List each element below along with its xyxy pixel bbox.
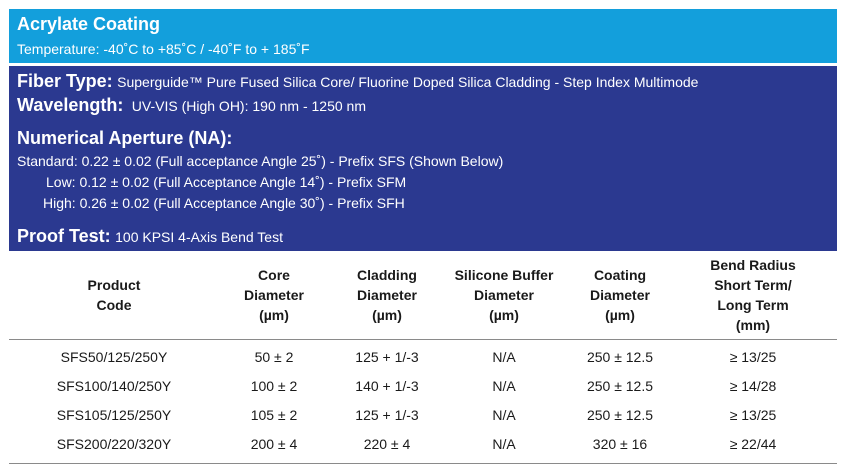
cell-coating-diameter: 250 ± 12.5	[586, 377, 654, 394]
na-low-line: Low: 0.12 ± 0.02 (Full Acceptance Angle 14˚) - Prefix SFM	[46, 174, 407, 190]
cell-product-code: SFS100/140/250Y	[56, 377, 172, 394]
cell-core-diameter: 50 ± 2	[254, 348, 294, 365]
table-row	[9, 371, 837, 400]
fiber-specifications	[9, 66, 837, 251]
fiber-type-row	[17, 71, 698, 92]
cell-core-diameter: 200 ± 4	[250, 435, 298, 452]
numerical-aperture-title: Numerical Aperture (NA):	[17, 128, 233, 148]
table-row	[9, 429, 837, 458]
cell-coating-diameter: 320 ± 16	[592, 435, 648, 452]
coating-header	[9, 9, 837, 63]
cell-silicone-buffer: N/A	[492, 406, 516, 423]
proof-test-row	[17, 226, 283, 247]
cell-cladding-diameter: 220 ± 4	[363, 435, 411, 452]
cell-cladding-diameter: 140 + 1/-3	[355, 377, 419, 394]
cell-cladding-diameter: 125 + 1/-3	[355, 406, 419, 423]
header-silicone-buffer-diameter: Silicone Buffer Diameter (µm)	[454, 267, 554, 323]
cell-bend-radius: ≥ 13/25	[729, 348, 777, 365]
header-coating-diameter: Coating Diameter (µm)	[590, 267, 650, 323]
cell-core-diameter: 100 ± 2	[250, 377, 298, 394]
wavelength-value: UV-VIS (High OH): 190 nm - 1250 nm	[131, 98, 366, 114]
table-row	[9, 400, 837, 429]
header-bend-radius: Bend Radius Short Term/ Long Term (mm)	[710, 257, 796, 333]
fiber-type-value: Superguide™ Pure Fused Silica Core/ Fluorine Doped Silica Cladding - Step Index Multimode	[117, 74, 699, 90]
na-high-line: High: 0.26 ± 0.02 (Full Acceptance Angle 30˚) - Prefix SFH	[43, 195, 405, 211]
proof-test-value: 100 KPSI 4-Axis Bend Test	[115, 229, 283, 245]
cell-coating-diameter: 250 ± 12.5	[586, 348, 654, 365]
cell-core-diameter: 105 ± 2	[250, 406, 298, 423]
cell-cladding-diameter: 125 + 1/-3	[355, 348, 419, 365]
cell-silicone-buffer: N/A	[492, 377, 516, 394]
na-standard-line: Standard: 0.22 ± 0.02 (Full acceptance Angle 25˚) - Prefix SFS (Shown Below)	[17, 153, 504, 169]
wavelength-row	[17, 95, 366, 116]
cell-bend-radius: ≥ 22/44	[729, 435, 777, 452]
temperature-range: Temperature: -40˚C to +85˚C / -40˚F to + 185˚F	[17, 41, 310, 57]
wavelength-label: Wavelength:	[17, 95, 124, 115]
cell-silicone-buffer: N/A	[492, 435, 516, 452]
table-row	[9, 342, 837, 371]
header-product-code: Product Code	[87, 277, 141, 313]
table-header	[9, 251, 837, 340]
cell-coating-diameter: 250 ± 12.5	[586, 406, 654, 423]
coating-title: Acrylate Coating	[17, 14, 161, 34]
proof-test-label: Proof Test:	[17, 226, 111, 246]
product-table	[9, 251, 837, 464]
cell-bend-radius: ≥ 13/25	[729, 406, 777, 423]
cell-bend-radius: ≥ 14/28	[729, 377, 777, 394]
cell-product-code: SFS200/220/320Y	[56, 435, 172, 452]
cell-product-code: SFS105/125/250Y	[56, 406, 172, 423]
cell-product-code: SFS50/125/250Y	[60, 348, 168, 365]
header-cladding-diameter: Cladding Diameter (µm)	[357, 267, 417, 323]
fiber-type-label: Fiber Type:	[17, 71, 113, 91]
header-core-diameter: Core Diameter (µm)	[244, 267, 304, 323]
cell-silicone-buffer: N/A	[492, 348, 516, 365]
